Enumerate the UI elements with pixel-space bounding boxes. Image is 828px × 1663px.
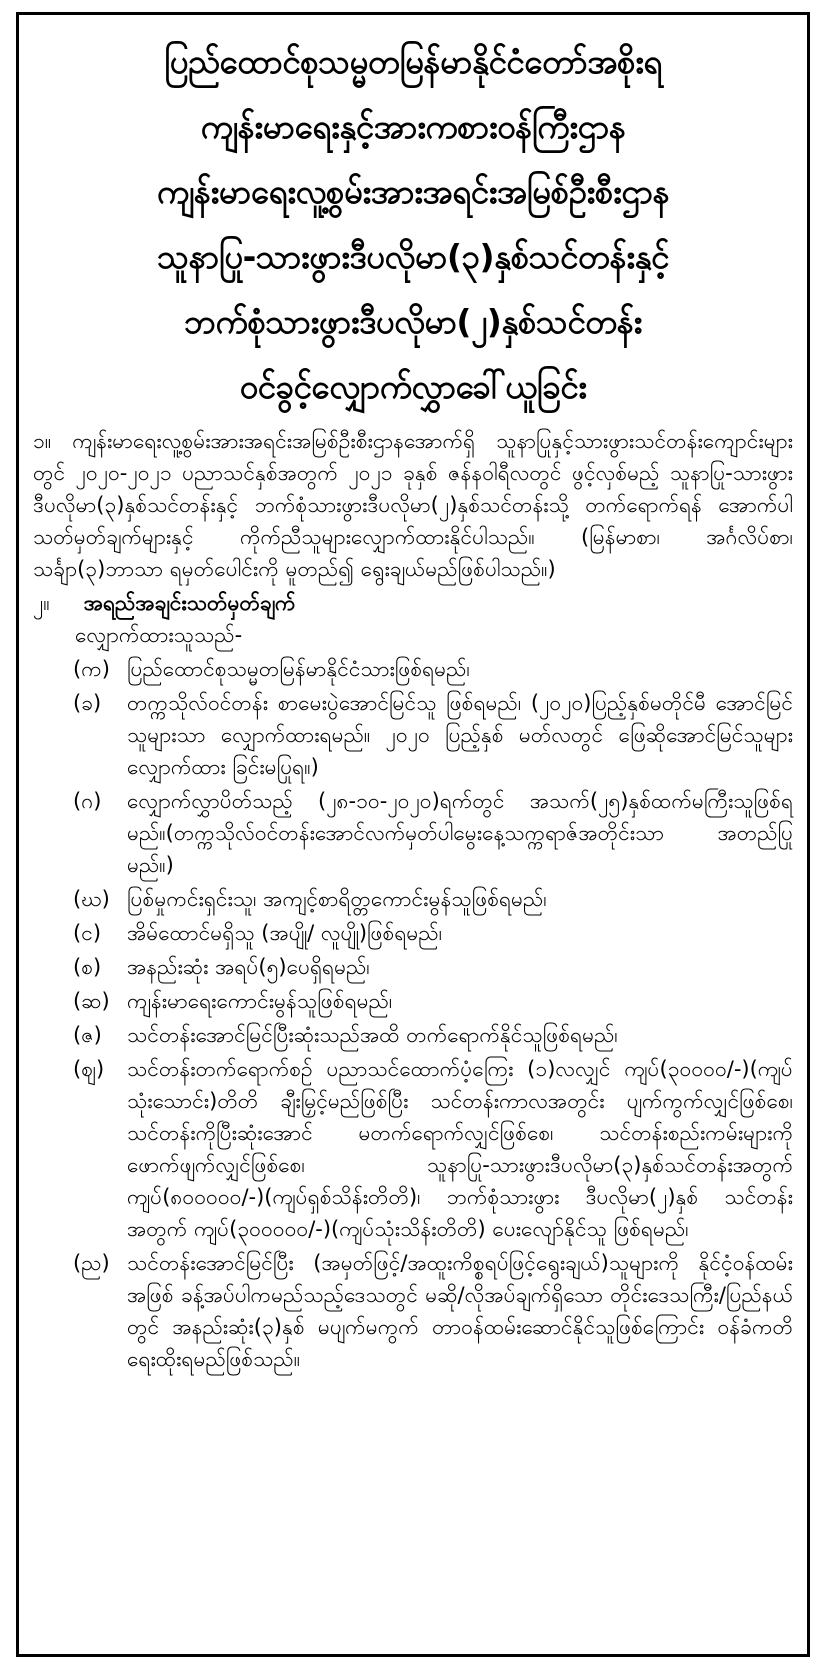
paragraph-1-text: ကျန်းမာရေးလူ့စွမ်းအားအရင်းအမြစ်ဦးစီးဌာနအောက်ရှိ သူနာပြုနှင့်သားဖွားသင်တန်းကျောင်းများတွင် ၂၀၂၀-၂၀၂၁ ပညာသင်နှစ်အတွက် ၂၀၂၁ ခုနှစ် ဇန်နဝါရီလတွင် ဖွင့်လှစ်မည့် သူနာပြု-သားဖွား ဒီပလိုမာ(၃)နှစ်သင်တန်းနှင့် ဘက်စုံသားဖွားဒီပလိုမာ(၂)နှစ်သင်တန်းသို့ တက်ရောက်ရန် အောက်ပါသတ်မှတ်ချက်များနှင့် ကိုက်ညီသူများလျှောက်ထားနိုင်ပါသည်။ (မြန်မာစာ၊ အင်္ဂလိပ်စာ၊ သင်္ချာ(၃)ဘာသာ ရမှတ်ပေါင်းကို မူတည်၍ ရွေးချယ်မည်ဖြစ်ပါသည်။) — [33, 429, 793, 581]
criteria-item-text: ကျန်းမာရေးကောင်းမွန်သူဖြစ်ရမည်၊ — [127, 989, 393, 1013]
criteria-item-text: အိမ်ထောင်မရှိသူ (အပျို/ လူပျို)ဖြစ်ရမည်၊ — [127, 921, 443, 945]
criteria-item-label: (က) — [73, 657, 110, 681]
criteria-item-text: သင်တန်းအောင်မြင်ပြီးဆုံးသည်အထိ တက်ရောက်နိုင်သူဖြစ်ရမည်၊ — [127, 1023, 618, 1047]
section-2-title: အရည်အချင်းသတ်မှတ်ချက် — [83, 591, 296, 615]
title-call-for-applications: ဝင်ခွင့်လျှောက်လွှာခေါ်ယူခြင်း — [239, 367, 587, 406]
section-2-intro: လျှောက်ထားသူသည်- — [75, 623, 243, 647]
criteria-item — [33, 785, 793, 881]
announcement-body — [19, 425, 807, 1375]
criteria-item-text: လျှောက်လွှာပိတ်သည့် (၂၈-၁၀-၂၀၂၀)ရက်တွင် အသက်(၂၅)နှစ်ထက်မကြီးသူဖြစ်ရမည်။(တက္ကသိုလ်ဝင်တန်းအောင်လက်မှတ်ပါမွေးနေ့သက္ကရာဇ်အတိုင်းသာ အတည်ပြုမည်။) — [127, 789, 793, 877]
title-ministry: ကျန်းမာရေးနှင့်အားကစားဝန်ကြီးဌာန — [200, 107, 626, 146]
criteria-item-text: ပြည်ထောင်စုသမ္မတမြန်မာနိုင်ငံသားဖြစ်ရမည်၊ — [127, 657, 470, 681]
title-course-nursing: သူနာပြု-သားဖွားဒီပလိုမာ(၃)နှစ်သင်တန်းနှင့် — [157, 237, 669, 276]
criteria-item — [33, 951, 793, 983]
section-2-heading — [33, 587, 793, 619]
criteria-item-label: (စ) — [73, 955, 102, 979]
criteria-item — [33, 1053, 793, 1245]
announcement-title-block — [19, 15, 807, 419]
criteria-item — [33, 653, 793, 685]
title-department: ကျန်းမာရေးလူ့စွမ်းအားအရင်းအမြစ်ဦးစီးဌာန — [156, 172, 670, 211]
criteria-item-label: (ခ) — [73, 691, 102, 715]
criteria-item-label: (ဈ) — [73, 1057, 105, 1081]
criteria-item — [33, 883, 793, 915]
criteria-item — [33, 687, 793, 783]
criteria-item-label: (င) — [73, 921, 102, 945]
criteria-item-text: သင်တန်းအောင်မြင်ပြီး (အမှတ်ဖြင့်/အထူးကိစ္စရပ်ဖြင့်ရွေးချယ်)သူများကို နိုင်ငံ့ဝန်ထမ်းအဖြစ် ခန့်အပ်ပါကမည်သည့်ဒေသတွင် မဆို/လိုအပ်ချက်ရှိသော တိုင်းဒေသကြီး/ပြည်နယ်တွင် အနည်းဆုံး(၃)နှစ် မပျက်မကွက် တာဝန်ထမ်းဆောင်နိုင်သူဖြစ်ကြောင်း ဝန်ခံကတိရေးထိုးရမည်ဖြစ်သည်။ — [127, 1251, 793, 1371]
criteria-item-label: (ဆ) — [73, 989, 110, 1013]
announcement-page — [16, 12, 810, 1657]
criteria-item-text: ပြစ်မှုကင်းရှင်းသူ၊ အကျင့်စာရိတ္တကောင်းမွန်သူဖြစ်ရမည်၊ — [127, 887, 547, 911]
criteria-item-text: အနည်းဆုံး အရပ်(၅)ပေရှိရမည်၊ — [127, 955, 370, 979]
criteria-item — [33, 1019, 793, 1051]
section-2-number: ၂။ — [33, 591, 50, 615]
criteria-item-text: တက္ကသိုလ်ဝင်တန်း စာမေးပွဲအောင်မြင်သူ ဖြစ်ရမည်၊ (၂၀၂၀)ပြည့်နှစ်မတိုင်မီ အောင်မြင်သူများသာ လျှောက်ထားရမည်။ ၂၀၂၀ ပြည့်နှစ် မတ်လတွင် ဖြေဆိုအောင်မြင်သူများ လျှောက်ထား ခြင်းမပြုရ။) — [127, 691, 793, 779]
criteria-item-text: သင်တန်းတက်ရောက်စဉ် ပညာသင်ထောက်ပံ့ကြေး (၁)လလျှင် ကျပ်(၃၀၀၀၀/-)(ကျပ်သုံးသောင်း)တိတိ ချီးမြှင့်မည်ဖြစ်ပြီး သင်တန်းကာလအတွင်း ပျက်ကွက်လျှင်ဖြစ်စေ၊ သင်တန်းကိုပြီးဆုံးအောင် မတက်ရောက်လျှင်ဖြစ်စေ၊ သင်တန်းစည်းကမ်းများကို ဖောက်ဖျက်လျှင်ဖြစ်စေ၊ သူနာပြု-သားဖွားဒီပလိုမာ(၃)နှစ်သင်တန်းအတွက် ကျပ်(၈၀၀၀၀၀/-)(ကျပ်ရှစ်သိန်းတိတိ)၊ ဘက်စုံသားဖွား ဒီပလိုမာ(၂)နှစ် သင်တန်းအတွက် ကျပ်(၃၀၀၀၀၀/-)(ကျပ်သုံးသိန်းတိတိ) ပေးလျော်နိုင်သူ ဖြစ်ရမည်၊ — [127, 1057, 793, 1241]
criteria-item-label: (ည) — [73, 1251, 110, 1275]
criteria-item — [33, 917, 793, 949]
criteria-item — [33, 985, 793, 1017]
paragraph-1 — [33, 425, 793, 585]
paragraph-1-number: ၁။ — [33, 429, 52, 453]
criteria-item — [33, 1247, 793, 1375]
criteria-item-label: (ဃ) — [73, 887, 110, 911]
criteria-item-label: (ဂ) — [73, 789, 102, 813]
title-course-midwifery: ဘက်စုံသားဖွားဒီပလိုမာ(၂)နှစ်သင်တန်း — [184, 302, 642, 341]
criteria-item-label: (ဇ) — [73, 1023, 102, 1047]
title-government: ပြည်ထောင်စုသမ္မတမြန်မာနိုင်ငံတော်အစိုးရ — [164, 42, 662, 81]
